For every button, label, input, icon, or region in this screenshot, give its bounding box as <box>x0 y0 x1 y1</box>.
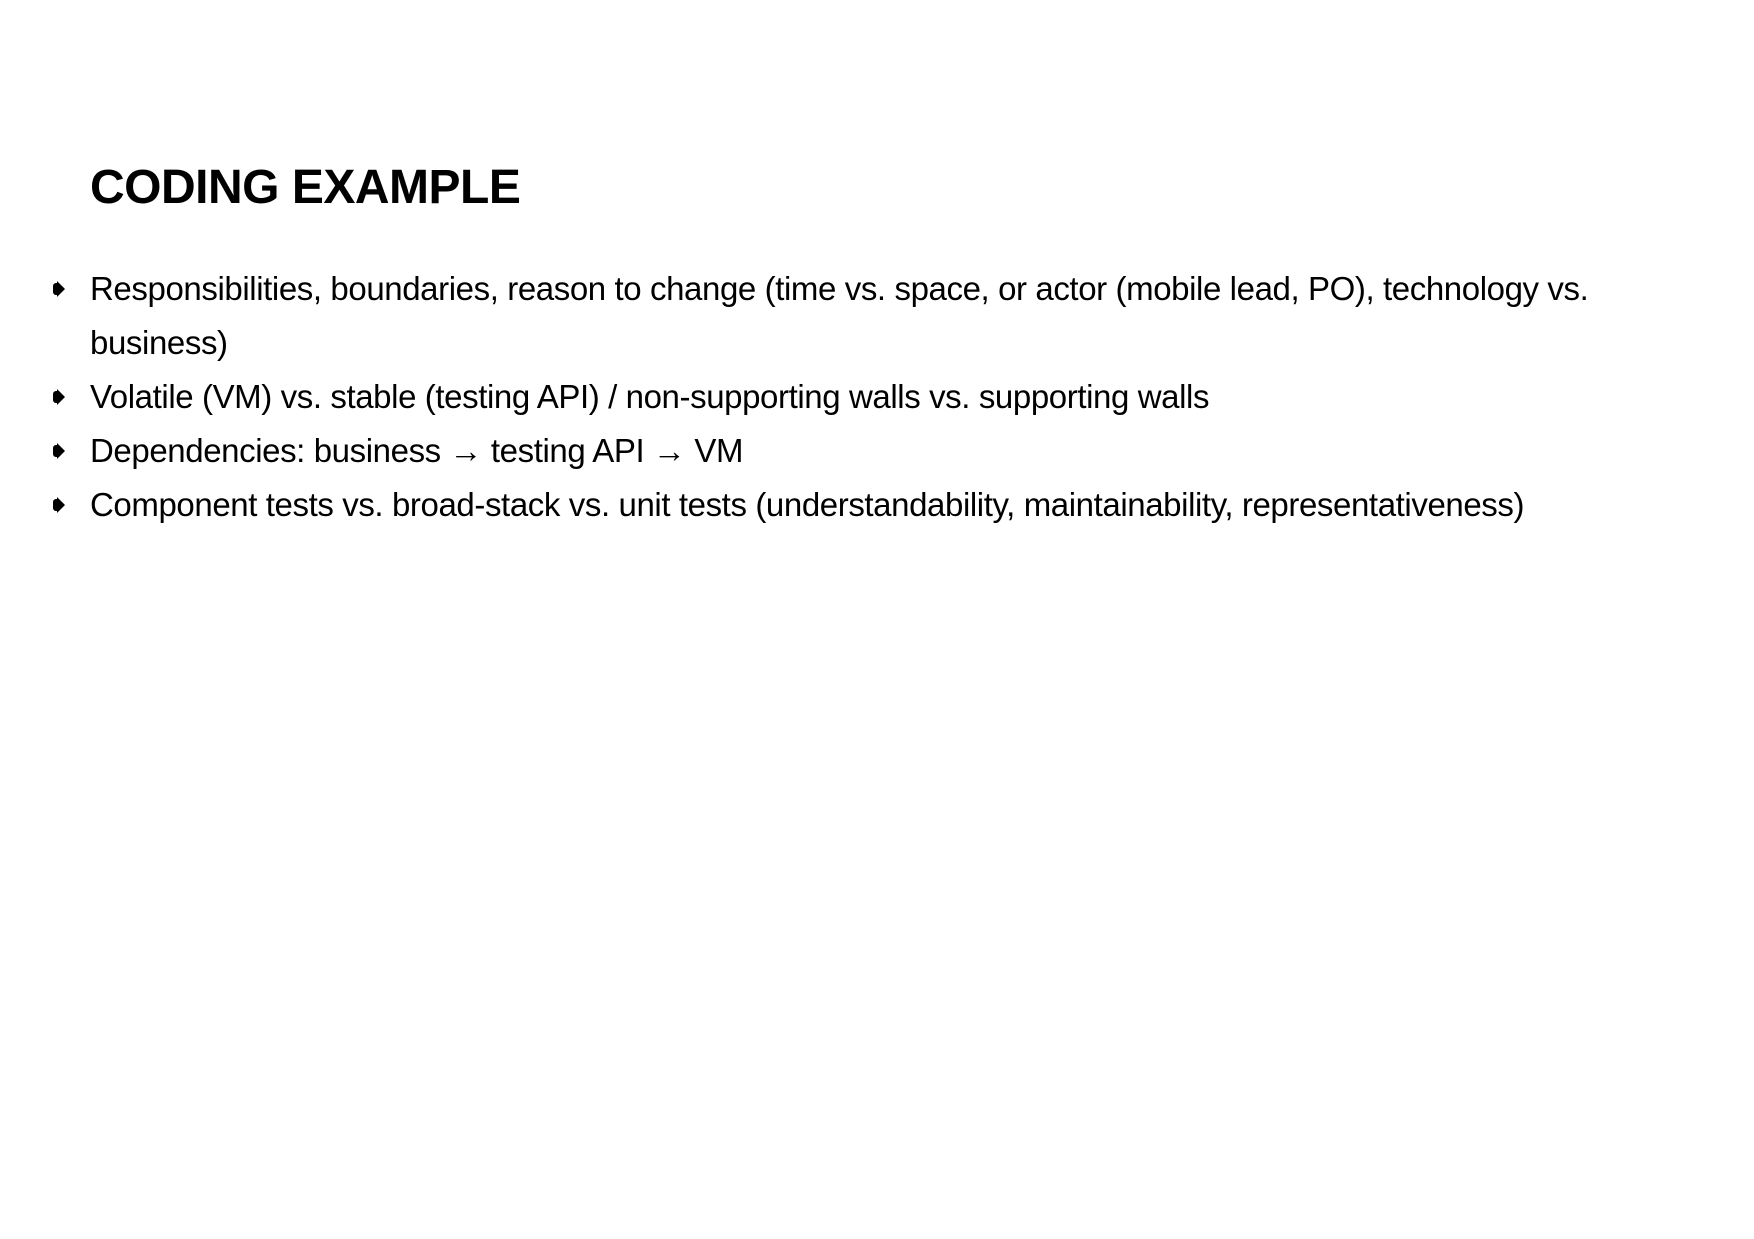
slide-title: CODING EXAMPLE <box>90 161 521 214</box>
bullet-marker-icon <box>57 497 65 513</box>
bullet-text: Component tests vs. broad-stack vs. unit tests (understandability, maintainability, representativeness) <box>90 486 1525 523</box>
bullet-list <box>0 262 1754 532</box>
bullet-item <box>0 478 1754 532</box>
bullet-text: Volatile (VM) vs. stable (testing API) / non-supporting walls vs. supporting walls <box>90 378 1210 415</box>
bullet-item <box>0 424 1754 478</box>
bullet-marker-icon <box>57 443 65 459</box>
bullet-text: Dependencies: business → testing API → VM <box>90 432 744 469</box>
bullet-item <box>0 262 1754 370</box>
bullet-marker-icon <box>57 389 65 405</box>
bullet-text: Responsibilities, boundaries, reason to change (time vs. space, or actor (mobile lead, PO), technology vs. business) <box>90 270 1589 361</box>
bullet-marker-icon <box>57 281 65 297</box>
bullet-item <box>0 370 1754 424</box>
